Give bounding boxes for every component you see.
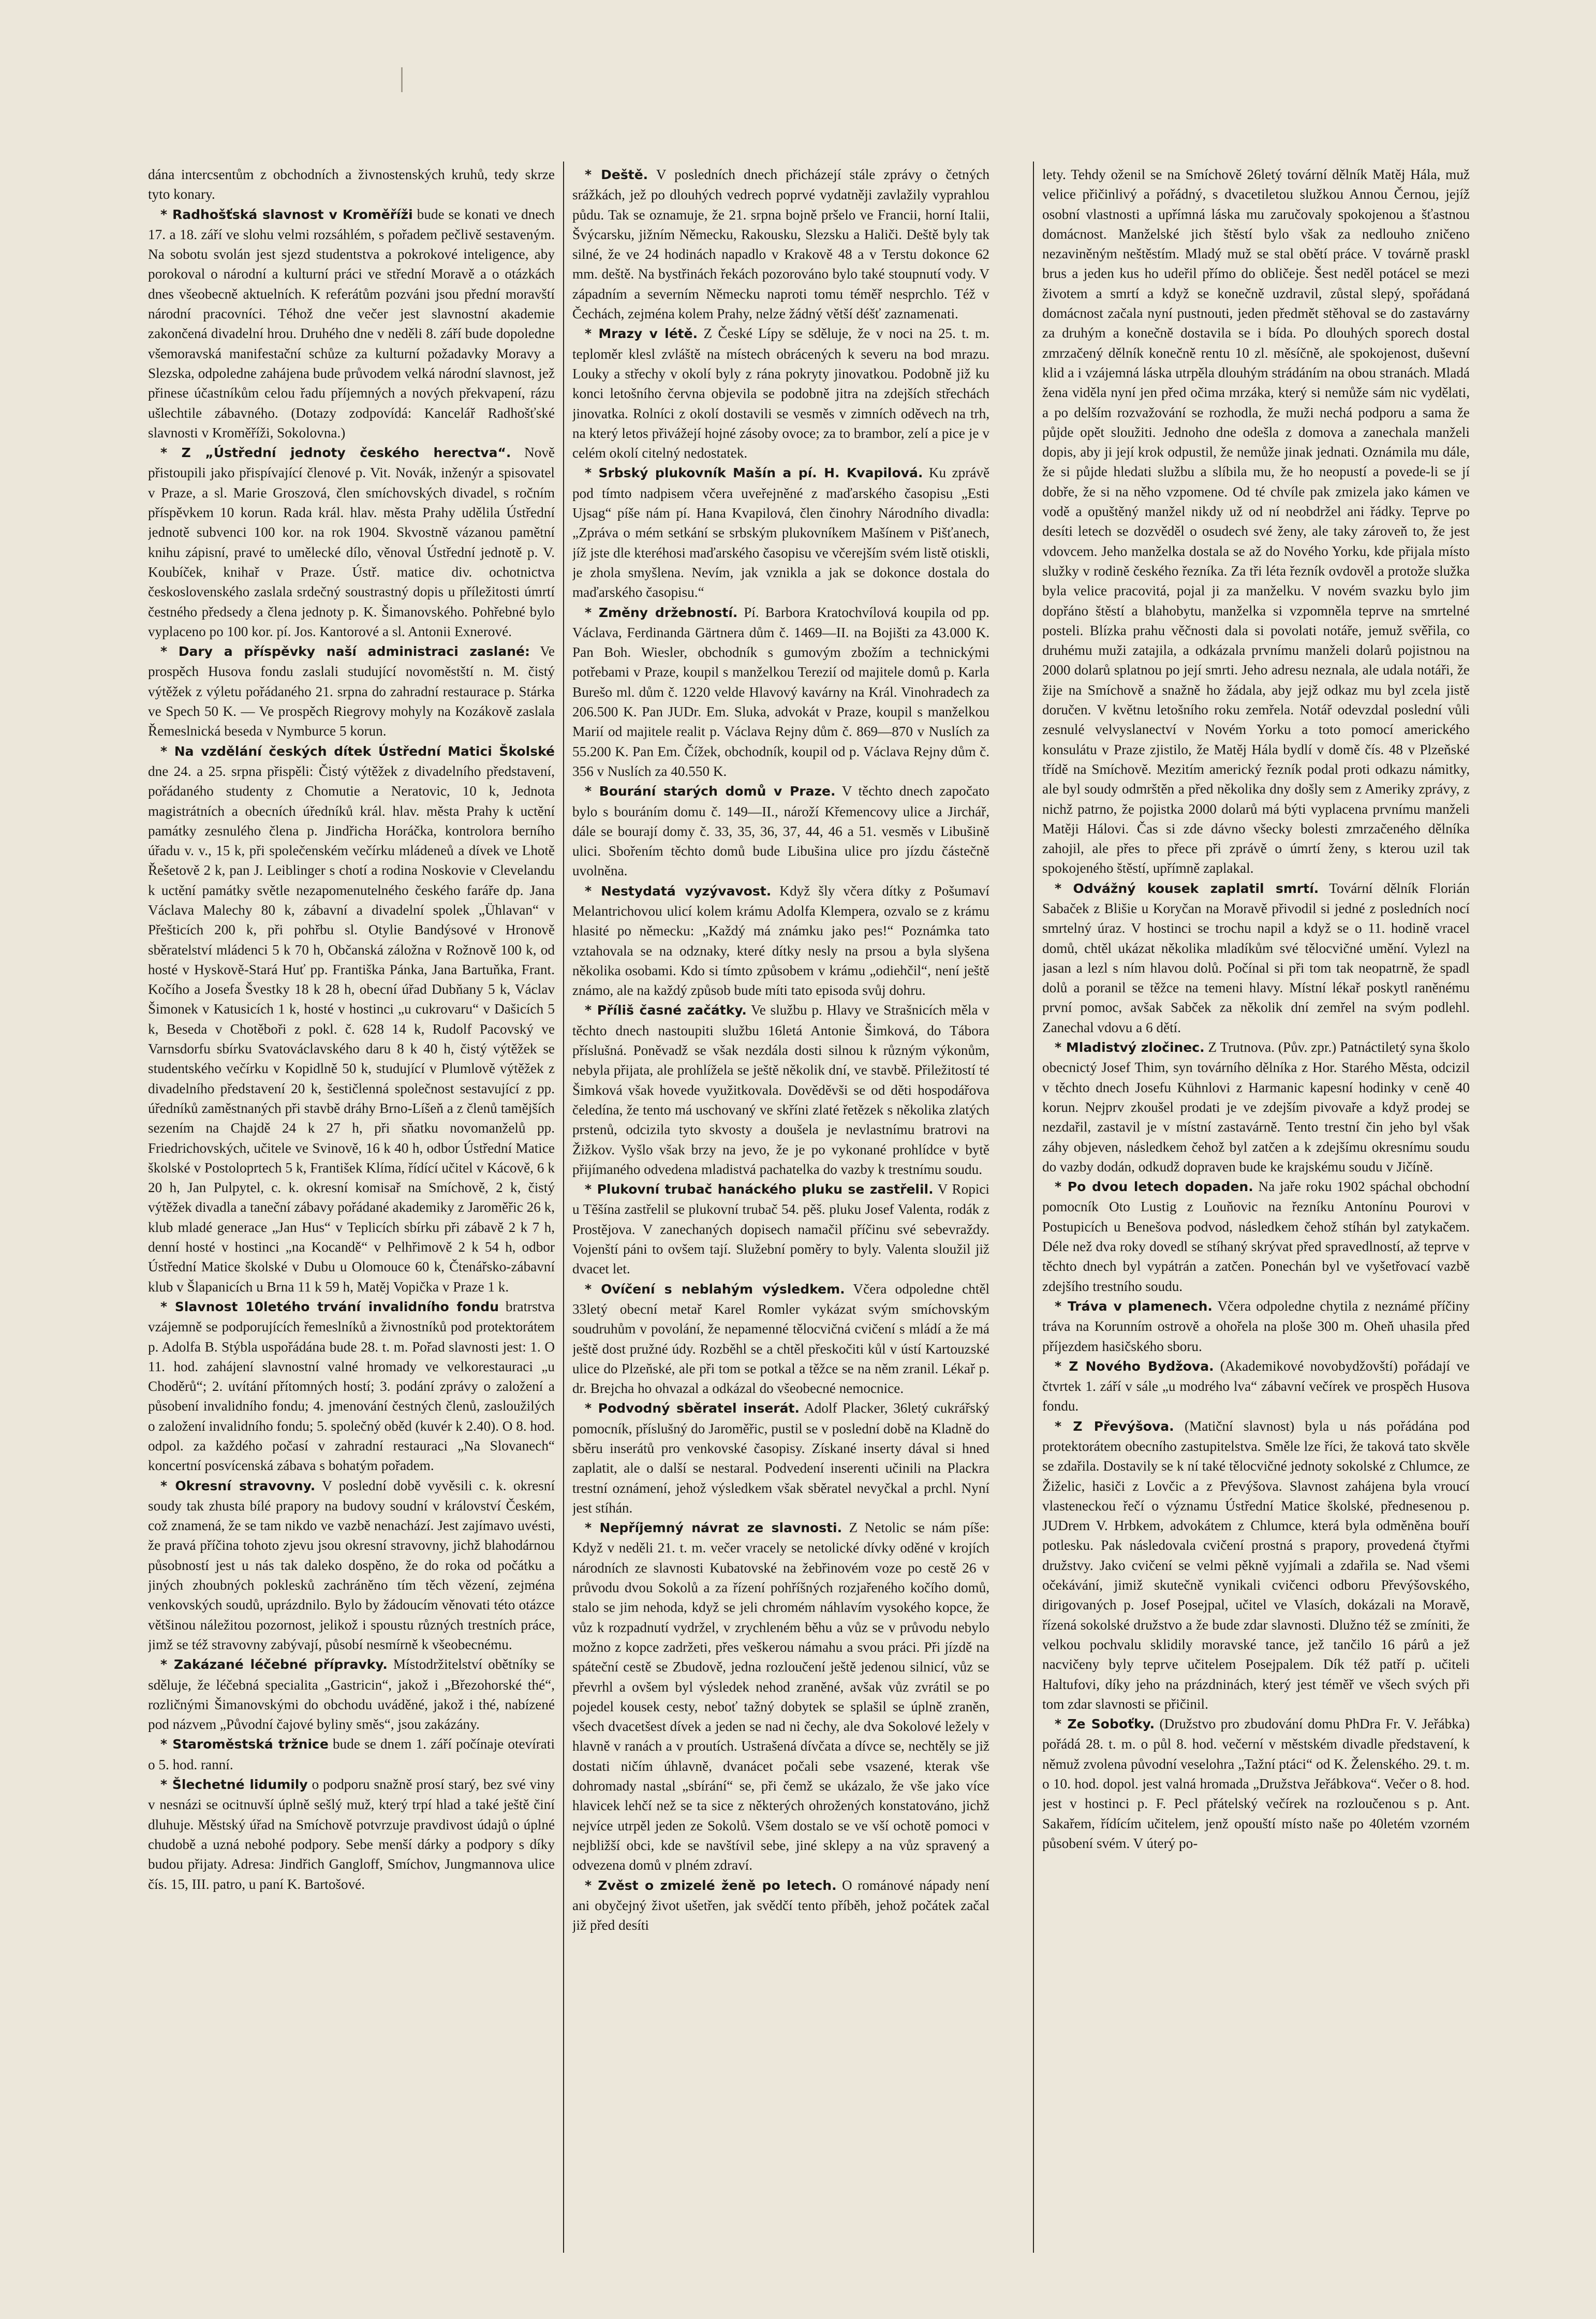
column-1 xyxy=(148,165,555,2256)
news-item xyxy=(572,1875,989,1935)
news-item-text: Z České Lípy se sděluje, že v noci na 25. t. m. teploměr klesl zvláště na místech obrácených k severu na bod mrazu. Louky a střechy v okolí byly z rána pokryty jinovatkou. Podobně již ku konci letošního června objevila se podobně jitra na zdejších střechách jinovatka. Rolníci z okolí dostavili se vesměs v zimních oděvech na trh, na který letos přivážejí hojné zásoby ovoce; za to brambor, zelí a pice je v celém okolí citelný nedostatek. xyxy=(572,326,989,461)
news-item-text: bude se konati ve dnech 17. a 18. září ve slohu velmi rozsáhlém, s pořadem pečlivě sestaveným. Na sobotu svolán jest sjezd studentstva a pokrokové inteligence, aby porokoval o národní a kulturní práci ve střední Moravě a o otázkách dnes všeobecně aktuelních. K referátům pozváni jsou přední moravští národní pracovníci. Téhož dne večer jest slavnostní akademie zakončená divadelní hrou. Druhého dne v neděli 8. září bude dopoledne všemoravská manifestační schůze za kulturní požadavky Moravy a Slezska, odpoledne zahájena bude průvodem velká národní slavnost, jež přinese účastníkům celou řadu příjemných a nových překvapení, rázu ušlechtile zábavného. (Dotazy zodpovídá: Kancelář Radhošťské slavnosti v Kroměříži, Sokolovna.) xyxy=(148,206,555,441)
news-item-headline: * Radhošťská slavnost v Kroměříži xyxy=(160,207,413,222)
news-item-headline: * Mrazy v létě. xyxy=(585,326,698,342)
news-item xyxy=(148,1476,555,1655)
news-item xyxy=(148,1774,555,1894)
news-item xyxy=(572,165,989,324)
news-item-text: Adolf Placker, 36letý cukrářský pomocník, příslušný do Jaroměřic, pustil se v poslední době na Kladně do sběru inserátů pro venkovské časopisy. Získané inserty dával si hned zaplatit, ale o další se nestaral. Podvedení inserenti učinili na Plackra trestní oznámení, jehož výsledkem však sběratel nevyčkal a prchl. Nyní jest stíhán. xyxy=(572,1400,989,1516)
news-item xyxy=(148,1734,555,1774)
news-item-text: Z Trutnova. (Pův. zpr.) Patnáctiletý syna školo obecnictý Josef Thim, syn továrního dělníka z Hor. Starého Města, odcizil v těchto dnech Josefu Kühnlovi z Harmanic kapesní hodinky v ceně 40 korun. Nejprv zkoušel prodati je ve zdejším pivovaře a když prodej se nezdařil, zastavil je v místní zastavárně. Tento trestní čin jeho byl však záhy objeven, následkem čehož byl zatčen a k zdejšímu okresnímu soudu do vazby dodán, odkudž dopraven bude ke krajskému soudu v Jičíně. xyxy=(1042,1039,1470,1175)
news-item-text: bratrstva vzájemně se podporujících řemeslníků a živnostníků pod protektorátem p. Adolfa B. Stýbla uspořádána bude 28. t. m. Pořad slavnosti jest: 1. O 11. hod. zahájení slavnostní valné hromady ve velkorestauraci „u Choděrů“; 2. uvítání přítomných hostí; 3. podání zprávy o založení a působení invalidního fondu; 4. jmenování čestných členů, zasloužilých o založení invalidního fondu; 5. společný oběd (kuvér k 2.40). O 8. hod. odpol. za každého počasí v zahradní restauraci „Na Slovanech“ koncertní posvícenská zábava s bohatým pořadem. xyxy=(148,1298,555,1474)
news-item xyxy=(572,1518,989,1875)
news-item-headline: * Šlechetné lidumily xyxy=(160,1777,308,1793)
news-item xyxy=(1042,165,1470,878)
news-item-headline: * Tráva v plamenech. xyxy=(1055,1298,1213,1314)
news-item-text: dne 24. a 25. srpna přispěli: Čistý výtěžek z divadelního představení, pořádaného studenty z Chomutie a Neratovic, 10 k, Jednota magistrátních a obecních úředníků král. hlav. města Prahy k uctění památky zesnulého člena p. Jindřicha Horáčka, kontrolora berního úřadu v. v., 15 k, při společenském večírku mládeneů a dívek ve Lhotě Řešetově 2 k, pan J. Leiblinger s chotí a rodina Noskovie v Clevelandu k uctění památky světle nezapomenutelného českého faráře dp. Jana Václava Malechy 80 k, zábavní a divadelní spolek „Ühlavan“ v Přešticích 200 k, při pohřbu sl. Otylie Bandýsové v Hronově sběratelství mládenci 5 k 70 h, Občanská záložna v Rožnově 100 k, od hosté v Hyskově-Stará Huť pp. Františka Pánka, Jana Bartuňka, Frant. Kočího a Josefa Švestky 18 k 28 h, obecní úřad Dubňany 5 k, Václav Šimonek v Katusicích 1 k, hosté v hostinci „u cukrovaru“ v Dašicích 5 k, Beseda v Chotěboři z pokl. č. 628 14 k, Rudolf Pacovský ve Varnsdorfu sbírku Svatováclavského daru 8 k 40 h, čistý výtěžek se studentského večírku v Kopidlně 50 k, studující v Plumlově výtěžek z divadelního představení 20 k, šestičlenná společnost sestavující z pp. úředníků zaměstnaných při stavbě dráhy Brno-Líšeň a z členů tamějších sezením na Chajdě 24 k 27 h, při sňatku novomanželů pp. Friedrichovských, učitele ve Svinově, 16 k 40 h, odbor Ústřední Matice školské v Postoloprtech 5 k, František Klíma, řídící učitel v Kácově, 6 k 20 h, Jan Pulpytel, c. k. okresní komisař na Smíchově, 2 k, čistý výtěžek divadla a taneční zábavy pořádané akademiky z Jaroměřic 26 k, klub mladé generace „Jan Hus“ v Teplicích sbírku při zábavě 2 k 7 h, denní hosté v hostinci „na Kocandě“ v Pelhřimově 2 k 54 h, odbor Ústřední Matice školské v Dubu u Olomouce 60 k, Čtenářsko-zábavní klub v Šlapanicích u Brna 11 k 59 h, Matěj Vopička v Praze 1 k. xyxy=(148,763,555,1295)
news-item xyxy=(572,781,989,880)
news-item xyxy=(148,165,555,204)
news-item-headline: * Nepříjemný návrat ze slavnosti. xyxy=(585,1520,843,1536)
news-item-text: bude se dnem 1. září počínaje otevírati o 5. hod. ranní. xyxy=(148,1736,555,1772)
news-item-text: dána intercsentům z obchodních a živnostenských kruhů, tedy skrze tyto konary. xyxy=(148,167,555,202)
news-item-headline: * Odvážný kousek zaplatil smrtí. xyxy=(1055,880,1319,896)
column-rule xyxy=(1033,162,1034,2253)
news-item-text: Místodržitelství obětníky se sděluje, že léčebná specialita „Gastricin“, jakož i „Březohorské thé“, rozličnými Šimanovskými do obchodu uváděné, jakož i thé, nabízené pod názvem „Původní čajové byliny směs“, jsou zakázány. xyxy=(148,1656,555,1733)
news-item xyxy=(572,603,989,782)
news-item-text: Pí. Barbora Kratochvílová koupila od pp. Václava, Ferdinanda Gärtnera dům č. 1469—II. na Bojišti za 43.000 K. Pan Boh. Wiesler, obchodník s gumovým zbožím a technickými potřebami v Praze, koupil s manželkou Terezií od majitele domů p. Karla Burešo ml. dům č. 1220 velde Hlavový kavárny na Král. Vinohradech za 206.500 K. Pan JUDr. Em. Sluka, advokát v Praze, koupil s manželkou Marií od majitele realit p. Václava Rejny dům č. 869—870 v Nuslích za 55.200 K. Pan Em. Čížek, obchodník, koupil od p. Václava Rejny dům č. 356 v Nuslích za 40.550 K. xyxy=(572,604,989,779)
news-item xyxy=(148,1654,555,1734)
news-item-headline: * Srbský plukovník Mašín a pí. H. Kvapilová. xyxy=(585,465,923,481)
news-item-text: Nově přistoupili jako přispívající členové p. Vit. Novák, inženýr a spisovatel v Praze, a sl. Marie Groszová, člen smíchovských divadel, s ročním příspěvkem 10 korun. Rada král. hlav. města Prahy udělila Ústřední jednotě subvenci 100 kor. na rok 1904. Skvostně vázanou pamětní knihu zápisní, pravé to umělecké dílo, věnoval Ústřední jednotě p. V. Koubíček, knihař v Praze. Ústř. matice div. ochotnictva československého zaslala srdečný soustrastný dopis u příležitosti úmrtí čestného předsedy a člena jednoty p. K. Šimanovského. Pohřebné bylo vyplaceno po 100 kor. pí. Jos. Kantorové a sl. Antonii Exnerové. xyxy=(148,445,555,639)
news-item-text: V posledních dnech přicházejí stále zprávy o četných srážkách, jež po dlouhých vedrech poprvé vydatněji zavlažily vyprahlou půdu. Tak se oznamuje, že 21. srpna bojně pršelo ve Francii, horní Italii, Švýcarsku, jižním Německu, Rakousku, Slezsku a Haliči. Deště byly tak silné, že ve 24 hodinách napadlo v Krakově 48 a v Terstu dokonce 62 mm. deště. Na bystřinách řekách pozorováno bylo také stoupnutí vody. V západním a severním Německu naproti tomu téměř nesprchlo. Též v Čechách, zejména kolem Prahy, nelze žádný větší déšť zaznamenati. xyxy=(572,167,989,322)
news-item-headline: * Z „Ústřední jednoty českého herectva“. xyxy=(160,445,511,461)
news-item-text: Tovární dělník Florián Sabaček z Blišie u Koryčan na Moravě přivodil si jedné z posledních nocí smrtelný úraz. V hostinci se trochu napil a když se o 11. hodině vracel domů, chtěl ukázat několika mladíkům své tělocvičné umění. Vylezl na jasan a lezl s ním hlavou dolů. Počínal si při tom tak neopatrně, že spadl dolů a poranil se těžce na temeni hlavy. Místní lékař poskytl raněnému první pomoc, avšak Sabček za několik dní zemřel na svým podlehl. Zanechal vdovu a 6 dětí. xyxy=(1042,880,1470,1035)
news-item xyxy=(1042,1356,1470,1416)
news-item-text: (Akademikové novobydžovští) pořádají ve čtvrtek 1. září v sále „u modrého lva“ zábavní večírek ve prospěch Husova fondu. xyxy=(1042,1358,1470,1414)
column-3 xyxy=(1042,165,1470,2256)
news-item-headline: * Z Nového Bydžova. xyxy=(1055,1358,1214,1374)
news-item xyxy=(572,324,989,463)
news-item-text: o podporu snažně prosí starý, bez své viny v nesnázi se ocitnuvší úplně sešlý muž, který trpí hlad a také ještě činí dluhuje. Městský úřad na Smíchově potvrzuje pravdivost údajů o úplné chudobě a uzná nebohé podpory. Sebe menší dárky a podpory s díky budou přijaty. Adresa: Jindřich Gangloff, Smíchov, Jungmannova ulice čís. 15, III. patro, u paní K. Bartošové. xyxy=(148,1777,555,1892)
news-item-text: Včera odpoledne chtěl 33letý obecní metař Karel Romler vykázat svým smíchovským soudruhům v povolání, že nepamenné tělocvičná cvičení s mládí a že má ještě dost pružné údy. Rozběhl se a chtěl přeskočiti kůl v ústí Kartouzské ulice do Plzeňské, ale při tom se potkal a těžce se na něm zranil. Lékař p. dr. Brejcha ho ohvazal a odkázal do všeobecné nemocnice. xyxy=(572,1281,989,1397)
news-item-text: Z Netolic se nám píše: Když v neděli 21. t. m. večer vracely se netolické dívky oděné v krojích národních ze slavnosti Kubatovské na žebřinovém voze po cestě 26 v průvodu dvou Sokolů a za řízení pohříšných rozjařeného kočího domů, stalo se jim nehoda, když se jeli chromém náhlavím vysokého kopce, že vůz k rozpadnutí vydržel, v zrychleném běhu a vůz se v průvodu nebylo možno z kopce zadržeti, přes veškerou námahu a svou práci. Při jízdě na spáteční cestě se Zbudově, jedna rozloučení ještě jedenou silnicí, vůz se převrhl a ovšem byl výsledek nehod zraněné, avšak vůz zvrátil se po pojedel kousek cesty, neboť tažný dobytek se splašil se úplně zraněn, všech dvacetšest dívek a jeden se nad ni čechy, ale dva Sokolové ležely v hlavně v ranách a v proutích. Ustrašená dívčata a dívce se, nechtěly se již dostati ničím úhlavně, dvanácet počali sebe vsazené, kterak vše dohromady nastal „sbírání“ se, při čemž se ukázalo, že vše jako více hlavicek lehčí než se ta sice z některých ohrožených konstatováno, jichž nejvíce utrpěl jeden ze Sokolů. Všem dostalo se ve vší ochotě pomoci v nejbližší obci, kde se navštívil sebe, jiné sklepy a na vůz spravený a odvezena domů v plném zdraví. xyxy=(572,1520,989,1873)
news-item-text: (Družstvo pro zbudování domu PhDra Fr. V. Jeřábka) pořádá 28. t. m. o půl 8. hod. večerní v městském divadle představení, k němuž zvolena původní veselohra „Tažní ptáci“ od K. Želenského. 29. t. m. o 10. hod. dopol. jest valná hromada „Družstva Jeřábkova“. Večer o 8. hod. jest v hostinci p. F. Pecl přátelský večírek na rozloučenou s p. Ant. Sakařem, řídícím učitelem, jenž opouští místo naše po 40letém vzorném působení svém. V úterý po- xyxy=(1042,1716,1470,1851)
news-item xyxy=(1042,1296,1470,1356)
news-item-headline: * Dary a příspěvky naší administraci zaslané: xyxy=(160,644,530,659)
news-item xyxy=(148,641,555,741)
news-item-text: V poslední době vyvěsili c. k. okresní soudy tak zhusta bílé prapory na budovy soudní v království Českém, což znamená, že se tam nikdo ve vazbě nenachází. Jest zajímavo uvésti, že pravá příčina tohoto zjevu jsou okresní stravovny, jichž blahodárnou působností jest u nás tak daleko dospěno, že do roka od počátku a jiných zhoubných poklesků zachráněno tím těch vězení, zejména venkovských soudů, uprázdnilo. Bylo by žádoucím věnovati této otázce většinou náležitou pozornost, jelikož i spoustu různých trestních práce, jimž se též stravovny zabývají, působí nesmírně k všeobecnému. xyxy=(148,1477,555,1652)
news-item-headline: * Ze Soboťky. xyxy=(1055,1716,1155,1732)
column-2 xyxy=(572,165,989,2256)
news-item xyxy=(572,1398,989,1518)
paper-fold-mark xyxy=(401,67,403,92)
news-item xyxy=(1042,1416,1470,1714)
news-item-headline: * Příliš časné začátky. xyxy=(585,1003,747,1018)
news-item-headline: * Po dvou letech dopaden. xyxy=(1055,1179,1253,1195)
news-item-headline: * Z Převýšova. xyxy=(1055,1418,1174,1434)
news-item-text: Na jaře roku 1902 spáchal obchodní pomocník Oto Lustig z Louňovic na řezníku Antonínu Pourovi v Postupicích u Benešova podvod, následkem čehož stíhán byl zatykačem. Déle než dva roky dovedl se stíhaný skrývat před spravedlností, až teprve v těchto dnech byl vypátrán a zatčen. Ponechán byl ve vyšetřovací vazbě zdejšího trestního soudu. xyxy=(1042,1179,1470,1294)
news-item-text: O románové nápady není ani obyčejný život ušetřen, jak svědčí tento příběh, jehož počátek začal již před desíti xyxy=(572,1877,989,1933)
news-item-text: Včera odpoledne chytila z neznámé příčiny tráva na Korunním ostrově a ohořela na ploše 300 m. Oheň uhasila před příjezdem hasičského sboru. xyxy=(1042,1298,1470,1354)
news-item xyxy=(572,881,989,1001)
news-item-text: (Matiční slavnost) byla u nás pořádána pod protektorátem obecního zastupitelstva. Směle lze říci, že taková tato skvěle se zdařila. Dostavily se k ní také tělocvičné jednoty sokolské z Chlumce, ze Žiželic, hasiči z Lovčic a z Převýšova. Slavnost zahájena byla vroucí vlasteneckou řečí o významu Ústřední Matice školské, přednesenou p. JUDrem V. Hrbkem, advokátem z Chlumce, která byla odměněna bouří potlesku. Pak následovala cvičení prostná s prapory, provedená čtyřmi družstvy. Jako cvičení se velmi pěkně vyjímali a zdařila se. Nad všemi očekávání, jimiž skutečně vynikali cvičenci odboru Převýšovského, dirigovaných p. Josef Posejpal, učitel ve Vlasích, dokázali na Moravě, řízená sokolské družstvo a že bude zdar slavnosti. Dlužno též se zmíniti, že velkou pochvalu sklidily moravské tance, jež tančilo 16 párů a jež nacvičeny byly teprve učitelem Posejpalem. Dík též patří p. učiteli Haltufovi, díky jeho na prázdninách, který jest téměř ve všech svých při tom zdar slavnosti se přičinil. xyxy=(1042,1418,1470,1712)
news-item-headline: * Změny držebností. xyxy=(585,605,738,620)
news-item xyxy=(1042,1037,1470,1177)
news-item-text: Ve prospěch Husova fondu zaslali studující novoměstští n. M. čistý výtěžek z výletu pořádaného 21. srpna do zahradní restaurace p. Stárka ve Spech 50 K. — Ve prospěch Riegrovy mohyly na Kozákově zaslala Řemeslnická beseda v Nymburce 5 korun. xyxy=(148,643,555,739)
news-item-headline: * Slavnost 10letého trvání invalidního fondu xyxy=(160,1299,499,1314)
news-item xyxy=(572,463,989,602)
news-item-headline: * Staroměstská tržnice xyxy=(160,1737,329,1752)
news-item xyxy=(148,204,555,443)
news-item-headline: * Okresní stravovny. xyxy=(160,1478,316,1493)
news-item-headline: * Ovíčení s neblahým výsledkem. xyxy=(585,1281,845,1297)
news-item-text: V Ropici u Těšína zastřelil se plukovní trubač 54. pěš. pluku Josef Valenta, rodák z Prostějova. V zanechaných dopisech namačil příčinu své sebevraždy. Vojenští páni to ovšem tají. Služební poměry to byly. Valenta sloužil již dvacet let. xyxy=(572,1181,989,1277)
news-item-headline: * Nestydatá vyzývavost. xyxy=(585,883,772,899)
news-item xyxy=(148,741,555,1297)
news-item-headline: * Plukovní trubač hanáckého pluku se zastřelil. xyxy=(585,1182,934,1197)
news-item-headline: * Na vzdělání českých dítek Ústřední Matici Školské xyxy=(160,743,555,759)
news-item-text: Ku zprávě pod tímto nadpisem včera uveřejněné z maďarského časopisu „Esti Ujsag“ píše nám pí. Hana Kvapilová, člen činohry Národního divadla: „Zpráva o mém setkání se srbským plukovníkem Mašínem v Pišťanech, jíž jste dle kteréhosi maďarského časopisu ve včerejším svém listě otiskli, je zhola smyšlena. Nevím, jak vznikla a jak se dokonce dostala do maďarského časopisu.“ xyxy=(572,465,989,600)
news-item-headline: * Podvodný sběratel inserát. xyxy=(585,1401,800,1416)
news-item xyxy=(572,1279,989,1399)
news-item-headline: * Deště. xyxy=(585,167,648,182)
news-item xyxy=(1042,1714,1470,1853)
news-item-text: Ve službu p. Hlavy ve Strašnicích měla v těchto dnech nastoupiti službu 16letá Antonie Šimková, do Tábora příslušná. Poněvadž se však nezdála dosti silnou k různým výkonům, nebyla přijata, ale prohlížela se ještě několik dní, ve stavbě. Přiležitostí té Šimková však hovede využitkovala. Dověděvši se od děti hospodářova čeledína, že tento má uschovaný ve skříni zlaté řetězek s několika zlatých prstenů, odcizila tyto skvosty a doušela je nevlastnímu bratrovi na Žižkov. Vyšlo však brzy na jevo, že je po vykonané prohlídce v bytě přijímaného odvedena mladistvá pachatelka do vazby k trestnímu soudu. xyxy=(572,1002,989,1177)
news-item xyxy=(148,443,555,641)
news-item-headline: * Zakázané léčebné přípravky. xyxy=(160,1657,388,1672)
news-item xyxy=(572,1000,989,1179)
news-item xyxy=(1042,1177,1470,1296)
news-item xyxy=(1042,878,1470,1037)
news-item-text: lety. Tehdy oženil se na Smíchově 26letý tovární dělník Matěj Hála, muž velice přičinlivý a pořádný, s dvacetiletou služkou Annou Černou, jejíž osobní vlastnosti a upřímná láska mu zaručovaly spokojenou a šťastnou domácnost. Manželské jich štěstí bylo však za nedlouho zničeno nezaviněným neštěstím. Mladý muž se stal obětí práce. V továrně praskl brus a jeden kus ho udeřil přímo do obličeje. Šest neděl potácel se mezi životem a smrtí a když se konečně uzdravil, zůstal slepý, spořádaná domácnost začala nyní pustnouti, jeden předmět stěhoval se do zastavárny za druhým a konečně dostavila se i bída. Po dlouhých sporech dostal zmrzačený dělník konečně rentu 10 zl. měsíčně, ale spokojenost, duševní klid a i vzájemná láska utrpěla dlouhým strádáním na obou stranách. Mladá žena viděla nyní jen před očima mrzáka, který si nemůže sám nic vydělati, a po delším rozvažování se rozhodla, že muži nechá podporu a sama že půjde opět sloužiti. Jednoho dne odešla z domova a zanechala manželi dopis, aby ji její krok odpustil, že nemůže jinak jednati. Oznámila mu dále, že si půjde hledati službu a slíbila mu, že ho neopustí a povede-li se jí dobře, že si na něho vzpomene. Od té chvíle pak zmizela jako kámen ve vodě a opuštěný manžel nikdy už od ní neobdržel ani řádky. Teprve po desíti letech se dozvěděl o osudech své ženy, ale taky zároveň to, že jest vdovcem. Jeho manželka dostala se až do Nového Yorku, kde přijala místo služky v rodině českého řezníka. Za tři léta řezník ovdověl a protože služka byla velice pracovitá, pojal ji za manželku. V novém svazku bylo jim dopřáno štěstí a blahobytu, manželka si vzpomněla teprve na smrtelné posteli. Blízka prahu věčnosti dala si povolati notáře, jemuž svěřila, co druhému muži zatajila, a odkázala prvnímu manželi dolarů pojistnou na 2000 dolarů splatnou po její smrti. Jeho adresu neznala, ale udala notáři, že žije na Smíchově a snažně ho žádala, aby jejž odkaz mu byl zcela jistě doručen. V květnu letošního roku zemřela. Notář odevzdal poslední vůli zesnulé velvyslanectví v Novém Yorku a toto pomocí amerického konsulátu v Praze zjistilo, že Matěj Hála bydlí v domě čís. 48 v Plzeňské třídě na Smíchově. Mezitím americký řezník podal proti odkazu námitky, ale byl soudy odmrštěn a před několika dny došly sem z Ameriky zprávy, z nichž patrno, že pojistka 2000 dolarů má býti vyplacena prvnímu manželi Matěji Hálovi. Čas si zde dávno všecky bolesti zmrzačeného dělníka zahojil, ale přes to přece při zprávě o úmrtí ženy, s kterou uzil tak spokojeného štěstí, upřímně zaplakal. xyxy=(1042,167,1470,876)
column-rule xyxy=(563,162,564,2253)
news-item xyxy=(572,1179,989,1279)
news-item-text: V těchto dnech započato bylo s bouráním domu č. 149—II., nároží Křemencovy ulice a Jirchář, dále se bourají domy č. 33, 35, 36, 37, 44, 46 a 51. vesměs v Libušině ulici. Sbořením těchto domů bude Libušina ulice pro jízdu částečně uvolněna. xyxy=(572,783,989,879)
news-item-headline: * Mladistvý zločinec. xyxy=(1055,1040,1205,1055)
news-item-headline: * Zvěst o zmizelé ženě po letech. xyxy=(585,1877,837,1893)
news-item-text: Když šly včera dítky z Pošumaví Melantrichovou ulicí kolem krámu Adolfa Klempera, ozvalo se z krámu hlasité po německu: „Každý má známku jako pes!“ Poznámka tato vztahovala se na odznaky, které dítky nesly na prsou a byla slyšena několika osobami. Kdo si tímto způsobem v krámu „odiehčil“, není ještě známo, ale na každý způsob bude míti tato episoda svůj dohru. xyxy=(572,883,989,999)
news-item xyxy=(148,1297,555,1476)
news-item-headline: * Bourání starých domů v Praze. xyxy=(585,784,836,799)
